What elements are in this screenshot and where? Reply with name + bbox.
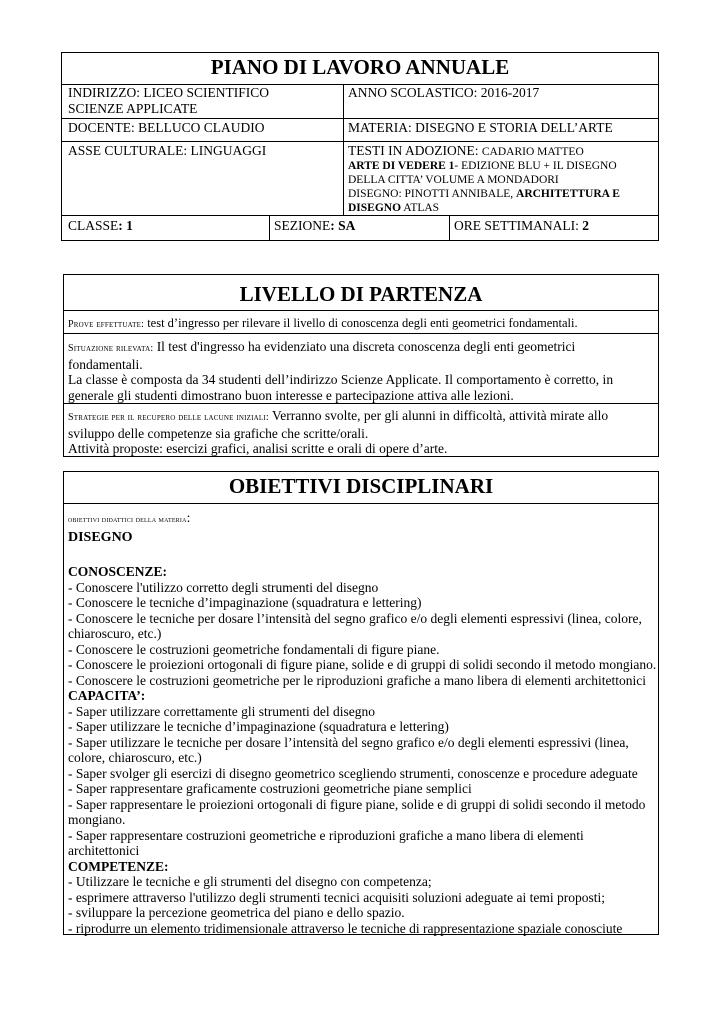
competenze-item: - Utilizzare le tecniche e gli strumenti del disegno con competenza; [68, 874, 432, 889]
strategie-recupero: Strategie per il recupero delle lacune iniziali: Verranno svolte, per gli alunni in difficoltà, attività mirate allo sviluppo delle competenze sia grafiche che scritte/orali. Attività proposte: esercizi grafici, analisi scritte e orali di opere d’arte. [68, 408, 609, 456]
obiettivi-body [68, 564, 656, 936]
capacita-item: - Saper rappresentare le proiezioni ortogonali di figure piane, solide e di gruppi di solidi secondo il metodo [68, 796, 646, 812]
indirizzo-line2: SCIENZE APPLICATE [68, 101, 198, 116]
capacita-item: - Saper utilizzare le tecniche per dosare l’intensità del segno grafico e/o degli elementi espressivi (linea, [68, 734, 629, 750]
competenze-item: - sviluppare la percezione geometrica del piano e dello spazio. [68, 905, 405, 920]
capacita-item: - Saper rappresentare graficamente costruzioni geometriche piane semplici [68, 781, 472, 796]
competenze-title: COMPETENZE: [68, 858, 169, 874]
anno-scolastico: ANNO SCOLASTICO: 2016-2017 [348, 85, 540, 100]
partenza-title: LIVELLO DI PARTENZA [239, 282, 483, 306]
conoscenze-item: - Conoscere le costruzioni geometriche fondamentali di figure piane. [68, 641, 440, 657]
testi-line4: DISEGNO: PINOTTI ANNIBALE, ARCHITETTURA E [348, 188, 620, 200]
capacita-title: CAPACITA’: [68, 688, 146, 703]
indirizzo-line1: INDIRIZZO: LICEO SCIENTIFICO [68, 85, 269, 100]
conoscenze-item: chiaroscuro, etc.) [68, 626, 162, 641]
testi-line2: ARTE DI VEDERE 1- EDIZIONE BLU + IL DISEGNO [348, 160, 617, 172]
testi-author: CADARIO MATTEO [481, 146, 584, 158]
capacita-item: - Saper rappresentare costruzioni geometriche e riproduzioni grafiche a mano libera di elementi [68, 827, 584, 843]
conoscenze-item: - Conoscere le tecniche d’impaginazione (squadratura e lettering) [68, 595, 422, 610]
conoscenze-item: - Conoscere le tecniche per dosare l’intensità del segno grafico e/o degli elementi espressivi (linea, colore, [68, 610, 642, 626]
capacita-item: colore, chiaroscuro, etc.) [68, 750, 202, 765]
prove-effettuate: Prove effettuate: test d’ingresso per rilevare il livello di conoscenza degli enti geometrici fondamentali. [68, 316, 578, 330]
competenze-item: - riprodurre un elemento tridimensionale attraverso le tecniche di rappresentazione spaziale conosciute [68, 920, 623, 936]
conoscenze-item: - Conoscere le costruzioni geometriche per le riproduzioni grafiche a mano libera di elementi architettonici [68, 672, 647, 688]
conoscenze-title: CONOSCENZE: [68, 564, 168, 579]
testi-adozione [348, 143, 584, 159]
obiettivi-subtitle: obiettivi didattici della materia: [68, 510, 191, 525]
conoscenze-item: - Conoscere l'utilizzo corretto degli strumenti del disegno [68, 579, 379, 595]
competenze-item: - esprimere attraverso l'utilizzo degli strumenti tecnici acquisiti soluzioni adeguate ai temi proposti; [68, 889, 606, 905]
document-title: PIANO DI LAVORO ANNUALE [210, 55, 510, 79]
classe: CLASSE: 1 [68, 218, 133, 233]
sezione: SEZIONE: SA [274, 218, 356, 233]
capacita-item: mongiano. [68, 812, 126, 827]
conoscenze-item: - Conoscere le proiezioni ortogonali di figure piane, solide e di gruppi di solidi secondo il metodo mongiano. [68, 657, 657, 672]
testi-line5: DISEGNO ATLAS [348, 202, 440, 214]
capacita-item: - Saper svolger gli esercizi di disegno geometrico scegliendo strumenti, conoscenze e procedure adeguate [68, 765, 638, 781]
situazione-rilevata: Situazione rilevata: Il test d'ingresso ha evidenziato una discreta conoscenza degli enti geometrici fondamentali. La classe è composta da 34 studenti dell’indirizzo Scienze Applicate. Il comportamento è corretto, in generale gli studenti dimostrano buon interesse e partecipazione attiva alle lezioni. [68, 339, 614, 403]
testi-label: TESTI IN ADOZIONE: [348, 143, 479, 158]
testi-line3: DELLA CITTA’ VOLUME A MONDADORI [348, 174, 559, 186]
capacita-item: - Saper utilizzare le tecniche d’impaginazione (squadratura e lettering) [68, 719, 449, 734]
capacita-item: - Saper utilizzare correttamente gli strumenti del disegno [68, 703, 376, 719]
materia: MATERIA: DISEGNO E STORIA DELL’ARTE [348, 120, 613, 135]
capacita-item: architettonici [68, 843, 140, 858]
obiettivi-title: OBIETTIVI DISCIPLINARI [228, 474, 494, 498]
docente: DOCENTE: BELLUCO CLAUDIO [68, 120, 265, 135]
asse-culturale: ASSE CULTURALE: LINGUAGGI [68, 143, 267, 158]
ore-settimanali: ORE SETTIMANALI: 2 [454, 218, 589, 233]
disegno-heading: DISEGNO [68, 530, 133, 545]
